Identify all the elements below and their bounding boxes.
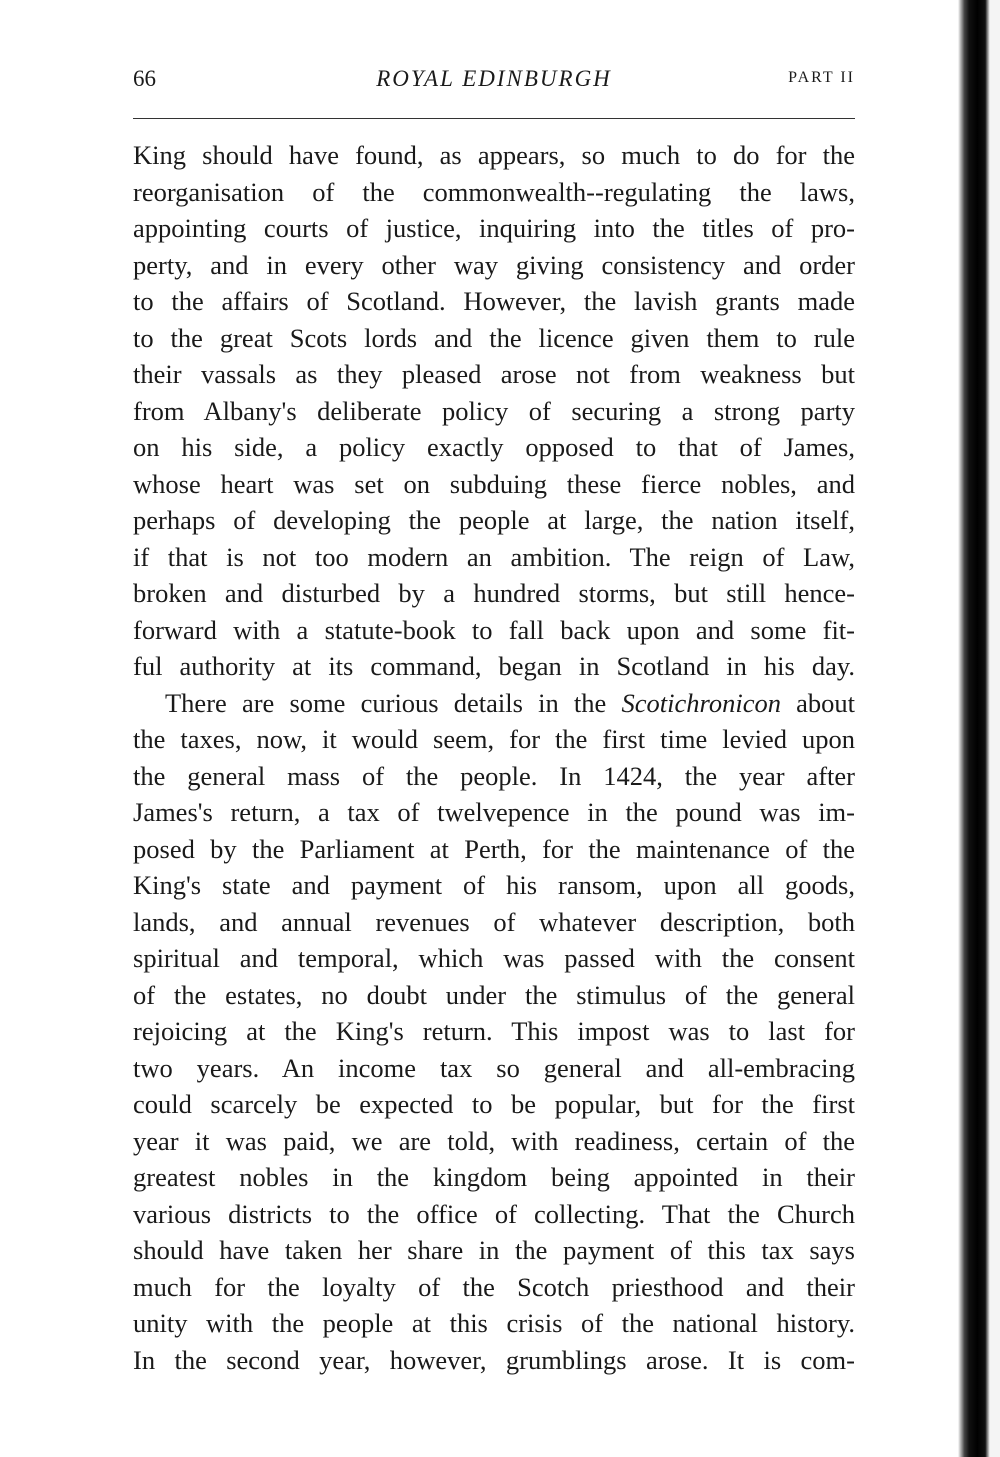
text-line: the general mass of the people. In 1424, the year after [133, 760, 855, 791]
text-line: lands, and annual revenues of whatever description, both [133, 906, 855, 937]
text-line: year it was paid, we are told, with readiness, certain of the [133, 1125, 855, 1156]
running-title: ROYAL EDINBURGH [376, 66, 612, 91]
scan-margin [990, 0, 1000, 1457]
italic-title: Scotichronicon [621, 687, 781, 718]
text-line: greatest nobles in the kingdom being appointed in their [133, 1162, 855, 1192]
text-segment: There are some curious details in the [165, 687, 622, 718]
body-text [133, 137, 855, 1378]
text-line: broken and disturbed by a hundred storms, but still hence- [133, 578, 855, 608]
text-line: perty, and in every other way giving consistency and order [133, 249, 855, 280]
text-line: whose heart was set on subduing these fierce nobles, and [133, 468, 855, 499]
text-line: rejoicing at the King's return. This impost was to last for [133, 1016, 855, 1046]
text-line: to the affairs of Scotland. However, the lavish grants made [133, 286, 855, 316]
text-line: forward with a statute-book to fall back upon and some fit- [133, 614, 855, 645]
text-line: two years. An income tax so general and all-embracing [133, 1052, 855, 1083]
page-number: 66 [133, 66, 156, 91]
text-line: on his side, a policy exactly opposed to that of James, [133, 432, 855, 462]
text-line: to the great Scots lords and the licence given them to rule [133, 322, 855, 353]
text-line: unity with the people at this crisis of the national history. [133, 1308, 855, 1338]
text-line: various districts to the office of collecting. That the Church [133, 1198, 855, 1229]
text-line: King's state and payment of his ransom, upon all goods, [133, 870, 855, 900]
text-line: the taxes, now, it would seem, for the first time levied upon [133, 724, 855, 754]
text-line: In the second year, however, grumblings arose. It is com- [133, 1344, 855, 1375]
text-line: appointing courts of justice, inquiring into the titles of pro- [133, 213, 855, 243]
text-line: from Albany's deliberate policy of securing a strong party [133, 395, 855, 426]
page-edge-shadow [958, 0, 990, 1457]
running-header [133, 66, 855, 102]
text-line [133, 685, 855, 722]
text-line: spiritual and temporal, which was passed with the consent [133, 943, 855, 973]
text-line: reorganisation of the commonwealth--regulating the laws, [133, 176, 855, 207]
part-label: PART II [788, 69, 855, 86]
text-line: King should have found, as appears, so much to do for the [133, 140, 855, 170]
text-line: of the estates, no doubt under the stimulus of the general [133, 979, 855, 1010]
text-line: ful authority at its command, began in Scotland in his day. [133, 651, 855, 681]
text-line: posed by the Parliament at Perth, for the maintenance of the [133, 833, 855, 864]
text-line: much for the loyalty of the Scotch priesthood and their [133, 1271, 855, 1302]
text-segment: about [780, 687, 856, 718]
text-line: perhaps of developing the people at large, the nation itself, [133, 505, 855, 535]
text-line: could scarcely be expected to be popular, but for the first [133, 1089, 855, 1119]
text-line: if that is not too modern an ambition. The reign of Law, [133, 541, 855, 572]
text-line: should have taken her share in the payment of this tax says [133, 1235, 855, 1265]
text-line: their vassals as they pleased arose not from weakness but [133, 359, 855, 389]
header-rule [133, 118, 855, 119]
text-line: James's return, a tax of twelvepence in the pound was im- [133, 797, 855, 827]
